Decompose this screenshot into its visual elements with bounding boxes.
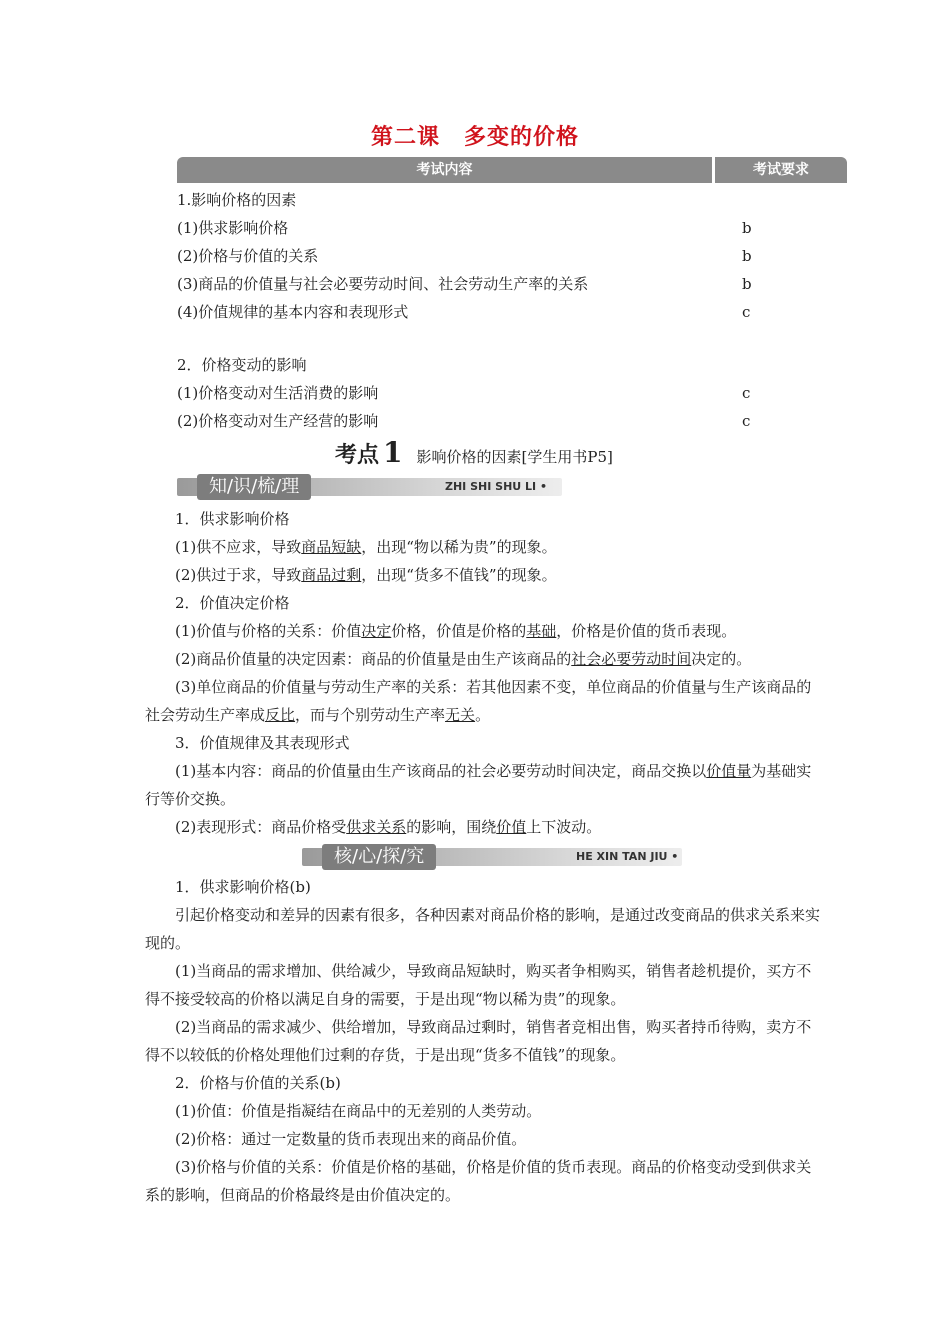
- row-text: (1)供求影响价格: [177, 219, 289, 237]
- row-level: b: [742, 219, 752, 237]
- underlined-term: 商品过剩: [301, 566, 362, 584]
- hexin-paragraph: 引起价格变动和差异的因素有很多，各种因素对商品价格的影响，是通过改变商品的供求关系来实现的。: [145, 906, 821, 952]
- row-level: c: [742, 384, 751, 402]
- zhishi-heading-2: 2．价值决定价格: [175, 594, 290, 612]
- text-span: (2)商品价值量的决定因素：商品的价值量是由生产该商品的: [175, 650, 572, 668]
- lesson-title: [0, 120, 950, 151]
- banner-en: HE XIN TAN JIU •: [576, 850, 679, 863]
- table-row: [177, 383, 847, 403]
- text-span: 的影响，围绕: [406, 818, 497, 836]
- text-span: (1)基本内容：商品的价值量由生产该商品的社会必要劳动时间决定，商品交换以: [175, 762, 707, 780]
- row-level: b: [742, 247, 752, 265]
- exam-table-header: [177, 157, 847, 183]
- row-level: c: [742, 303, 751, 321]
- kaodian-subtitle: 影响价格的因素[学生用书P5]: [416, 448, 613, 466]
- table-row: [177, 246, 847, 266]
- zhishi-line: [145, 645, 875, 673]
- header-content: 考试内容: [177, 157, 712, 183]
- underlined-term: 价值量: [706, 762, 752, 780]
- zhishi-line: [145, 533, 855, 561]
- banner-zhishi: [177, 474, 562, 500]
- hexin-heading-1: 1．供求影响价格(b): [175, 878, 311, 896]
- row-level: c: [742, 412, 751, 430]
- underlined-term: 供求关系: [346, 818, 407, 836]
- underlined-term: 价值: [496, 818, 527, 836]
- table-row: [177, 355, 847, 375]
- table-row: [177, 411, 847, 431]
- banner-hexin: [302, 844, 682, 870]
- hexin-paragraph: (3)价格与价值的关系：价值是价格的基础，价格是价值的货币表现。商品的价格变动受到供求关系的影响，但商品的价格最终是由价值决定的。: [145, 1158, 812, 1204]
- kaodian-heading: [335, 436, 613, 469]
- text-span: (2)表现形式：商品价格受: [175, 818, 347, 836]
- row-level: b: [742, 275, 752, 293]
- hexin-paragraph: (1)当商品的需求增加、供给减少，导致商品短缺时，购买者争相购买，销售者趁机提价，买方不得不接受较高的价格以满足自身的需要，于是出现“物以稀为贵”的现象。: [145, 962, 812, 1008]
- text-span: (3)单位商品的价值量与劳动生产率的关系：若其他因素不变，单位商品的价值量与生产该商品的社会劳动生产率成: [145, 678, 812, 724]
- banner-en: ZHI SHI SHU LI •: [445, 480, 548, 493]
- hexin-paragraph: (2)价格：通过一定数量的货币表现出来的商品价值。: [175, 1130, 527, 1148]
- text-span: (1)价值与价格的关系：价值: [175, 622, 362, 640]
- underlined-term: 无关: [445, 706, 476, 724]
- underlined-term: 社会必要劳动时间: [571, 650, 692, 668]
- text-span: 价格，价值是价格的: [391, 622, 527, 640]
- text-span: ，出现“货多不值钱”的现象。: [361, 566, 557, 584]
- zhishi-line: [145, 673, 825, 729]
- text-span: ，而与个别劳动生产率: [295, 706, 446, 724]
- banner-tag: 知/识/梳/理: [197, 474, 311, 500]
- underlined-term: 决定: [361, 622, 392, 640]
- hexin-paragraph: (1)价值：价值是指凝结在商品中的无差别的人类劳动。: [175, 1102, 542, 1120]
- table-row: [177, 218, 847, 238]
- table-row: [177, 190, 847, 210]
- row-text: 1.影响价格的因素: [177, 191, 297, 209]
- zhishi-heading-1: 1．供求影响价格: [175, 510, 290, 528]
- text-span: ，价格是价值的货币表现。: [556, 622, 737, 640]
- underlined-term: 反比: [265, 706, 296, 724]
- row-text: 2．价格变动的影响: [177, 356, 307, 374]
- row-text: (4)价值规律的基本内容和表现形式: [177, 303, 409, 321]
- row-text: (2)价格变动对生产经营的影响: [177, 412, 379, 430]
- text-span: 决定的。: [691, 650, 752, 668]
- text-span: 。: [475, 706, 491, 724]
- zhishi-line: [145, 813, 855, 841]
- kaodian-number: 1: [383, 436, 403, 469]
- underlined-term: 商品短缺: [301, 538, 362, 556]
- row-text: (3)商品的价值量与社会必要劳动时间、社会劳动生产率的关系: [177, 275, 589, 293]
- kaodian-label: 考点: [335, 443, 380, 468]
- table-row: [177, 274, 847, 294]
- lesson-number: 第二课: [370, 125, 440, 150]
- lesson-name: 多变的价格: [464, 125, 580, 150]
- text-span: (1)供不应求，导致: [175, 538, 302, 556]
- hexin-paragraph: (2)当商品的需求减少、供给增加，导致商品过剩时，销售者竞相出售，购买者持币待购，卖方不得不以较低的价格处理他们过剩的存货，于是出现“货多不值钱”的现象。: [145, 1018, 812, 1064]
- zhishi-line: [145, 561, 855, 589]
- zhishi-line: [145, 757, 825, 813]
- text-span: 上下波动。: [526, 818, 602, 836]
- text-span: (2)供过于求，导致: [175, 566, 302, 584]
- underlined-term: 基础: [526, 622, 557, 640]
- banner-tag: 核/心/探/究: [322, 844, 436, 870]
- row-text: (1)价格变动对生活消费的影响: [177, 384, 379, 402]
- hexin-heading-2: 2．价格与价值的关系(b): [175, 1074, 341, 1092]
- table-row: [177, 302, 847, 322]
- text-span: 为基础实行等价交换。: [145, 762, 812, 808]
- text-span: ，出现“物以稀为贵”的现象。: [361, 538, 557, 556]
- zhishi-heading-3: 3．价值规律及其表现形式: [175, 734, 350, 752]
- header-requirement: 考试要求: [715, 157, 847, 183]
- zhishi-line: [145, 617, 855, 645]
- row-text: (2)价格与价值的关系: [177, 247, 319, 265]
